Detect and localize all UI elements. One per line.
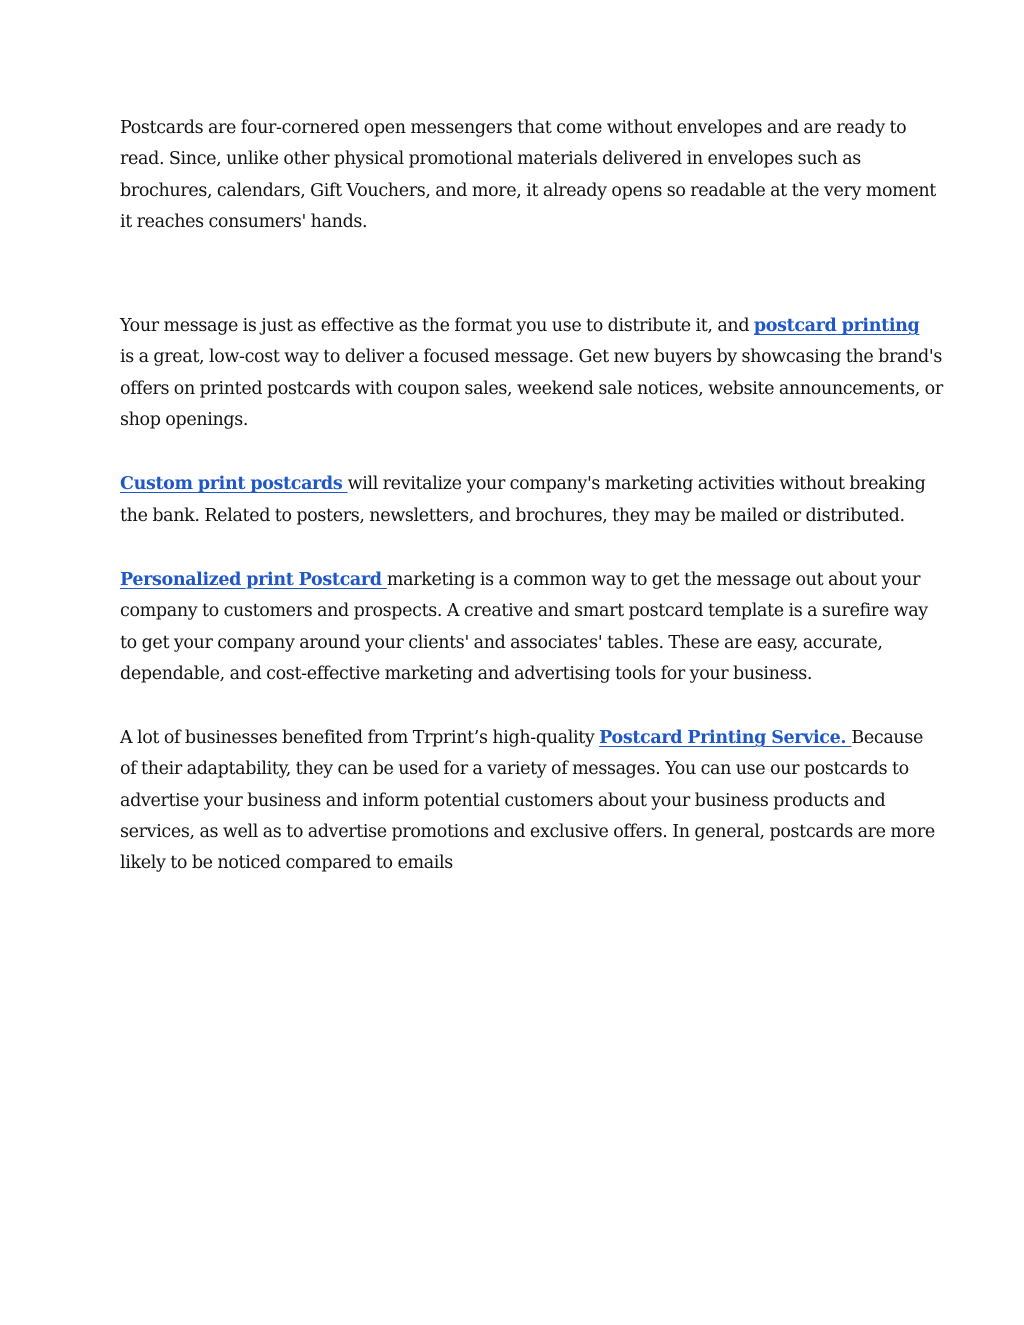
paragraph-spacer [120, 690, 900, 723]
text-line: company to customers and prospects. A creative and smart postcard template is a surefire way [120, 601, 928, 622]
text-line [120, 469, 926, 500]
text-line: advertise your business and inform potential customers about your business products and [120, 790, 886, 811]
text-run: Because [851, 728, 923, 749]
text-run: marketing is a common way to get the message out about your [386, 569, 921, 590]
text-line: it reaches consumers' hands. [120, 211, 368, 232]
document-body [120, 113, 943, 880]
paragraph-custom-postcards [120, 469, 926, 532]
text-line [120, 565, 921, 596]
paragraph-spacer [120, 532, 900, 565]
postcard-printing-link[interactable]: postcard printing [753, 316, 920, 337]
postcard-printing-service-link[interactable]: Postcard Printing Service. [599, 728, 852, 749]
paragraph-message-format [120, 311, 943, 436]
text-line: dependable, and cost-effective marketing and advertising tools for your business. [120, 663, 813, 684]
text-line: brochures, calendars, Gift Vouchers, and more, it already opens so readable at the very moment [120, 180, 936, 201]
text-line [120, 311, 920, 342]
paragraph-printing-service [120, 723, 935, 879]
paragraph-spacer [120, 238, 900, 311]
text-run: Your message is just as effective as the format you use to distribute it, and [120, 316, 754, 337]
text-line: likely to be noticed compared to emails [120, 853, 453, 874]
paragraph-intro [120, 113, 936, 238]
custom-print-postcards-link[interactable]: Custom print postcards [120, 474, 348, 495]
text-line: services, as well as to advertise promotions and exclusive offers. In general, postcards are more [120, 822, 935, 843]
text-line: the bank. Related to posters, newsletters, and brochures, they may be mailed or distributed. [120, 505, 905, 526]
text-line [120, 723, 923, 754]
text-line: read. Since, unlike other physical promotional materials delivered in envelopes such as [120, 149, 861, 170]
text-line: offers on printed postcards with coupon sales, weekend sale notices, website announcements, or [120, 378, 943, 399]
paragraph-personalized-postcard [120, 565, 928, 690]
text-run: A lot of businesses benefited from Trprint’s high-quality [120, 728, 600, 749]
text-line: shop openings. [120, 410, 249, 431]
text-line: to get your company around your clients' and associates' tables. These are easy, accurate, [120, 632, 883, 653]
text-line: is a great, low-cost way to deliver a focused message. Get new buyers by showcasing the brand's [120, 347, 942, 368]
paragraph-spacer [120, 436, 900, 469]
text-line: of their adaptability, they can be used for a variety of messages. You can use our postcards to [120, 759, 909, 780]
text-line: Postcards are four-cornered open messengers that come without envelopes and are ready to [120, 118, 907, 138]
text-run: will revitalize your company's marketing activities without breaking [347, 474, 926, 495]
personalized-print-postcard-link[interactable]: Personalized print Postcard [120, 569, 387, 590]
